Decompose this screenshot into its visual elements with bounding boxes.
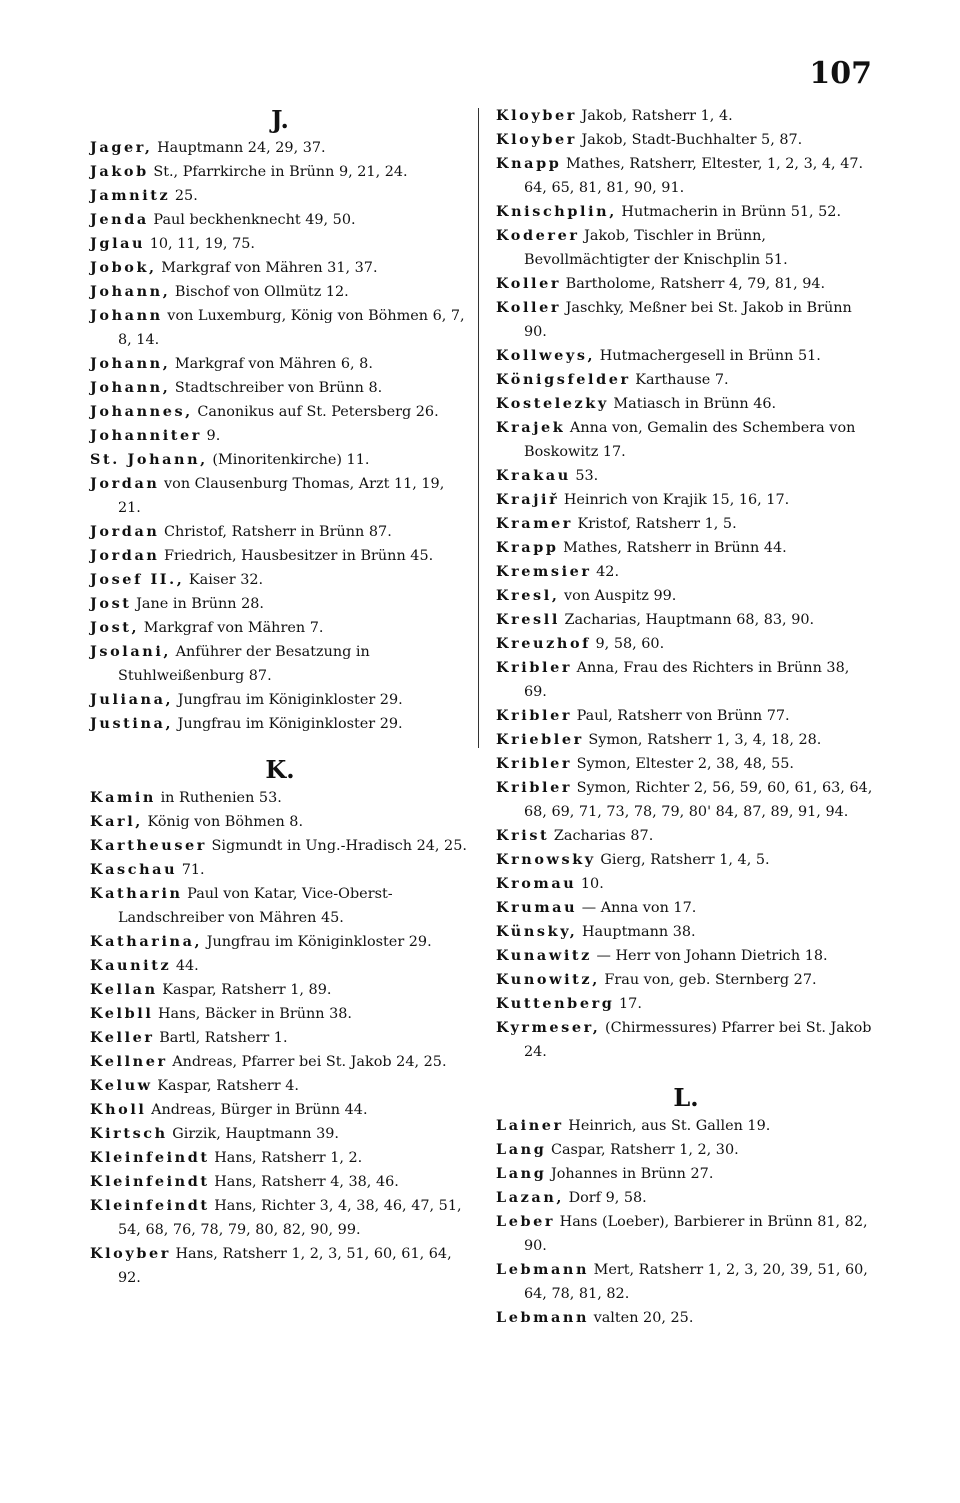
index-entry [90, 930, 470, 954]
entry-details: Symon, Ratsherr 1, 3, 4, 18, 28. [583, 732, 822, 748]
entry-details: Bartl, Ratsherr 1. [154, 1030, 288, 1046]
entry-keyword: Kholl [90, 1101, 147, 1118]
index-entry [496, 104, 876, 128]
entry-keyword: Kartheuser [90, 837, 207, 854]
entry-keyword: Kresll [496, 611, 560, 628]
entry-details: von Clausenburg Thomas, Arzt 11, 19, 21. [118, 476, 445, 516]
entry-keyword: Kellan [90, 981, 158, 998]
entry-keyword: Krapp [496, 539, 559, 556]
index-entry [90, 400, 470, 424]
entry-keyword: Kribler [496, 707, 573, 724]
entry-keyword: Kromau [496, 875, 577, 892]
index-entry [496, 344, 876, 368]
index-entry [90, 810, 470, 834]
entry-keyword: Johanniter [90, 427, 202, 444]
entry-details: 53. [570, 468, 599, 484]
section-heading: L. [673, 1083, 699, 1112]
index-entry [496, 1306, 876, 1330]
entry-keyword: Koller [496, 275, 562, 292]
entry-keyword: Lebmann [496, 1309, 590, 1326]
index-entry [90, 1194, 470, 1242]
entry-details: Paul beckhenknecht 49, 50. [148, 212, 356, 228]
index-entry [496, 752, 876, 776]
index-entry [90, 304, 470, 352]
index-entry [496, 224, 876, 272]
index-entry [496, 152, 876, 200]
index-entry [90, 1170, 470, 1194]
entry-keyword: Lazan, [496, 1189, 565, 1206]
entry-keyword: Kloyber [90, 1245, 171, 1262]
entry-details: 44. [171, 958, 199, 974]
entry-details: Jane in Brünn 28. [131, 596, 265, 612]
index-entry [90, 688, 470, 712]
entry-details: Frau von, geb. Sternberg 27. [599, 972, 817, 988]
index-entry [496, 1114, 876, 1138]
entry-details: Markgraf von Mähren 31, 37. [156, 260, 378, 276]
index-entry [496, 992, 876, 1016]
entry-keyword: Knischplin, [496, 203, 617, 220]
entry-keyword: Kyrmeser, [496, 1019, 601, 1036]
entry-keyword: Künsky, [496, 923, 578, 940]
entry-keyword: Lang [496, 1165, 547, 1182]
index-entry [496, 608, 876, 632]
entry-keyword: Jordan [90, 475, 160, 492]
entry-details: Markgraf von Mähren 7. [139, 620, 324, 636]
index-entry [90, 232, 470, 256]
entry-details: Hans, Ratsherr 1, 2. [209, 1150, 363, 1166]
index-entry [90, 978, 470, 1002]
entry-keyword: Kribler [496, 659, 573, 676]
entry-details: Andreas, Pfarrer bei St. Jakob 24, 25. [167, 1054, 447, 1070]
right-column [496, 104, 876, 1330]
index-entry [90, 280, 470, 304]
entry-keyword: Knapp [496, 155, 562, 172]
index-entry [496, 1162, 876, 1186]
entry-details: Canonikus auf St. Petersberg 26. [192, 404, 439, 420]
index-entry [90, 520, 470, 544]
entry-keyword: Krist [496, 827, 550, 844]
entry-details: Hutmachergesell in Brünn 51. [595, 348, 821, 364]
index-entry [90, 1074, 470, 1098]
index-entry [90, 1002, 470, 1026]
entry-keyword: Kelbll [90, 1005, 154, 1022]
entry-details: — Anna von 17. [577, 900, 697, 916]
entry-details: 42. [591, 564, 620, 580]
entry-details: Matiasch in Brünn 46. [608, 396, 777, 412]
entry-details: Jakob, Tischler in Brünn, Bevollmächtigter der Knischplin 51. [524, 228, 788, 268]
entry-details: Heinrich, aus St. Gallen 19. [563, 1118, 771, 1134]
index-entry [90, 834, 470, 858]
index-entry [496, 560, 876, 584]
index-entry [90, 568, 470, 592]
entry-details: 9, 58, 60. [590, 636, 665, 652]
entry-keyword: Kloyber [496, 107, 577, 124]
entry-details: 9. [201, 428, 221, 444]
entry-details: Jungfrau im Königinkloster 29. [202, 934, 432, 950]
entry-details: Bartholome, Ratsherr 4, 79, 81, 94. [561, 276, 826, 292]
entry-details: Hans (Loeber), Barbierer in Brünn 81, 82, 90. [524, 1214, 868, 1254]
index-entry [90, 448, 470, 472]
entry-details: Anna von, Gemalin des Schembera von Boskowitz 17. [524, 420, 856, 460]
index-entry [496, 464, 876, 488]
entry-details: Bischof von Ollmütz 12. [170, 284, 349, 300]
index-entry [496, 896, 876, 920]
entry-keyword: Katharina, [90, 933, 203, 950]
entry-keyword: Kunowitz, [496, 971, 600, 988]
entry-keyword: Kaunitz [90, 957, 172, 974]
index-entry [90, 1146, 470, 1170]
entry-details: Mathes, Ratsherr in Brünn 44. [558, 540, 787, 556]
entry-keyword: Jenda [90, 211, 149, 228]
entry-details: Kaiser 32. [184, 572, 264, 588]
index-entry [496, 584, 876, 608]
entry-details: von Luxemburg, König von Böhmen 6, 7, 8, 14. [118, 308, 465, 348]
entry-keyword: Jordan [90, 523, 160, 540]
index-entry [496, 1186, 876, 1210]
entry-keyword: Lang [496, 1141, 547, 1158]
entry-details: valten 20, 25. [589, 1310, 694, 1326]
entry-details: Johannes in Brünn 27. [546, 1166, 714, 1182]
entry-keyword: Kribler [496, 779, 573, 796]
entry-keyword: Krajiř [496, 491, 560, 508]
entry-keyword: Krakau [496, 467, 571, 484]
entry-keyword: Karl, [90, 813, 143, 830]
entry-keyword: Lebmann [496, 1261, 590, 1278]
entry-details: Heinrich von Krajik 15, 16, 17. [559, 492, 790, 508]
index-entry [496, 272, 876, 296]
index-entry [496, 488, 876, 512]
index-entry [496, 632, 876, 656]
entry-keyword: Kreuzhof [496, 635, 591, 652]
entry-keyword: Königsfelder [496, 371, 631, 388]
entry-details: Mathes, Ratsherr, Eltester, 1, 2, 3, 4, 47. 64, 65, 81, 81, 90, 91. [524, 156, 864, 196]
entry-keyword: Keluw [90, 1077, 153, 1094]
index-entry [90, 954, 470, 978]
entry-details: Hans, Bäcker in Brünn 38. [153, 1006, 352, 1022]
entry-keyword: Kribler [496, 755, 573, 772]
entry-details: Mert, Ratsherr 1, 2, 3, 20, 39, 51, 60, 64, 78, 81, 82. [524, 1262, 868, 1302]
entry-details: (Chirmessures) Pfarrer bei St. Jakob 24. [524, 1020, 872, 1060]
entry-keyword: St. Johann, [90, 451, 208, 468]
entry-keyword: Kaschau [90, 861, 178, 878]
entry-keyword: Jamnitz [90, 187, 171, 204]
entry-keyword: Kuttenberg [496, 995, 615, 1012]
entry-details: Jungfrau im Königinkloster 29. [173, 716, 403, 732]
entry-keyword: Jordan [90, 547, 160, 564]
entry-keyword: Jglau [90, 235, 146, 252]
entry-keyword: Kostelezky [496, 395, 609, 412]
entry-details: Girzik, Hauptmann 39. [167, 1126, 339, 1142]
index-entry [90, 616, 470, 640]
index-entry [90, 640, 470, 688]
entry-details: Symon, Richter 2, 56, 59, 60, 61, 63, 64, 68, 69, 71, 73, 78, 79, 80' 84, 87, 89, 91, 94. [524, 780, 873, 820]
entry-details: (Minoritenkirche) 11. [207, 452, 370, 468]
entry-details: Anführer der Besatzung in Stuhlweißenburg 87. [118, 644, 370, 684]
entry-keyword: Jost [90, 595, 132, 612]
entry-keyword: Johann, [90, 283, 171, 300]
left-column [90, 104, 470, 1290]
entry-keyword: Jager, [90, 139, 153, 156]
index-entry [90, 1098, 470, 1122]
entry-details: 17. [614, 996, 642, 1012]
entry-details: Caspar, Ratsherr 1, 2, 30. [546, 1142, 739, 1158]
entry-keyword: Leber [496, 1213, 556, 1230]
entry-keyword: Kleinfeindt [90, 1197, 210, 1214]
index-entry [90, 376, 470, 400]
entry-keyword: Kramer [496, 515, 573, 532]
entry-keyword: Kirtsch [90, 1125, 168, 1142]
index-entry [496, 296, 876, 344]
index-entry [496, 1210, 876, 1258]
entry-details: Karthause 7. [630, 372, 729, 388]
index-entry [496, 656, 876, 704]
index-entry [90, 352, 470, 376]
entry-details: Jakob, Ratsherr 1, 4. [576, 108, 733, 124]
index-entry [496, 392, 876, 416]
entry-details: Kaspar, Ratsherr 4. [152, 1078, 299, 1094]
index-entry [496, 728, 876, 752]
index-entry [496, 128, 876, 152]
index-entry [90, 1026, 470, 1050]
entry-details: Hans, Ratsherr 1, 2, 3, 51, 60, 61, 64, 92. [118, 1246, 452, 1286]
entry-details: in Ruthenien 53. [156, 790, 282, 806]
entry-details: Hans, Ratsherr 4, 38, 46. [209, 1174, 399, 1190]
entry-keyword: Kunawitz [496, 947, 592, 964]
index-entry [90, 1242, 470, 1290]
index-entry [90, 882, 470, 930]
section-heading: J. [271, 105, 289, 134]
index-entry [496, 368, 876, 392]
entry-keyword: Krumau [496, 899, 578, 916]
entry-details: Gierg, Ratsherr 1, 4, 5. [595, 852, 770, 868]
entry-details: Anna, Frau des Richters in Brünn 38, 69. [524, 660, 850, 700]
entry-details: Hauptmann 24, 29, 37. [152, 140, 326, 156]
entry-keyword: Johann, [90, 379, 171, 396]
entry-keyword: Justina, [90, 715, 174, 732]
entry-details: Symon, Eltester 2, 38, 48, 55. [572, 756, 794, 772]
entry-details: Zacharias, Hauptmann 68, 83, 90. [559, 612, 815, 628]
index-entry [496, 824, 876, 848]
index-entry [90, 786, 470, 810]
entry-details: 10, 11, 19, 75. [145, 236, 255, 252]
entry-keyword: Kellner [90, 1053, 168, 1070]
entry-details: Hans, Richter 3, 4, 38, 46, 47, 51, 54, 68, 76, 78, 79, 80, 82, 90, 99. [118, 1198, 462, 1238]
entry-details: Jaschky, Meßner bei St. Jakob in Brünn 90. [524, 300, 852, 340]
index-entry [496, 872, 876, 896]
entry-details: Kaspar, Ratsherr 1, 89. [157, 982, 332, 998]
entry-details: Paul, Ratsherr von Brünn 77. [572, 708, 790, 724]
index-entry [496, 416, 876, 464]
entry-details: Stadtschreiber von Brünn 8. [170, 380, 383, 396]
index-entry [496, 776, 876, 824]
entry-keyword: Koderer [496, 227, 580, 244]
index-entry [90, 184, 470, 208]
index-entry [90, 424, 470, 448]
entry-keyword: Johann, [90, 355, 171, 372]
entry-details: Christof, Ratsherr in Brünn 87. [159, 524, 392, 540]
entry-details: Dorf 9, 58. [564, 1190, 647, 1206]
entry-details: Markgraf von Mähren 6, 8. [170, 356, 373, 372]
entry-keyword: Johann [90, 307, 163, 324]
index-entry [90, 208, 470, 232]
entry-keyword: Kloyber [496, 131, 577, 148]
entry-details: Jakob, Stadt-Buchhalter 5, 87. [576, 132, 803, 148]
index-entry [90, 256, 470, 280]
entry-keyword: Kremsier [496, 563, 592, 580]
index-entry [496, 920, 876, 944]
index-entry [90, 160, 470, 184]
entry-details: Jungfrau im Königinkloster 29. [173, 692, 403, 708]
index-entry [496, 512, 876, 536]
entry-details: Paul von Katar, Vice-Oberst-Landschreiber von Mähren 45. [118, 886, 393, 926]
entry-keyword: Kleinfeindt [90, 1173, 210, 1190]
entry-keyword: Josef II., [90, 571, 185, 588]
index-entry [496, 968, 876, 992]
entry-keyword: Juliana, [90, 691, 174, 708]
entry-keyword: Keller [90, 1029, 155, 1046]
index-entry [496, 1258, 876, 1306]
section-heading: K. [265, 755, 295, 784]
index-entry [496, 1138, 876, 1162]
entry-keyword: Jobok, [90, 259, 157, 276]
index-entry [496, 704, 876, 728]
entry-details: Andreas, Bürger in Brünn 44. [146, 1102, 368, 1118]
entry-details: St., Pfarrkirche in Brünn 9, 21, 24. [148, 164, 408, 180]
entry-keyword: Johannes, [90, 403, 193, 420]
index-entry [90, 544, 470, 568]
column-divider [478, 108, 479, 748]
index-entry [496, 848, 876, 872]
index-entry [90, 1122, 470, 1146]
entry-details: Hauptmann 38. [577, 924, 696, 940]
entry-keyword: Kresl, [496, 587, 560, 604]
entry-keyword: Kriebler [496, 731, 584, 748]
entry-details: König von Böhmen 8. [142, 814, 304, 830]
index-entry [496, 944, 876, 968]
index-entry [496, 536, 876, 560]
entry-keyword: Krajek [496, 419, 566, 436]
entry-details: von Auspitz 99. [559, 588, 677, 604]
entry-keyword: Koller [496, 299, 562, 316]
entry-keyword: Lainer [496, 1117, 564, 1134]
entry-details: 25. [170, 188, 198, 204]
entry-details: Sigmundt in Ung.-Hradisch 24, 25. [206, 838, 467, 854]
index-entry [90, 712, 470, 736]
index-entry [90, 472, 470, 520]
index-entry [90, 136, 470, 160]
entry-keyword: Krnowsky [496, 851, 596, 868]
index-entry [90, 592, 470, 616]
entry-details: Kristof, Ratsherr 1, 5. [572, 516, 737, 532]
entry-keyword: Kamin [90, 789, 156, 806]
index-entry [90, 1050, 470, 1074]
entry-keyword: Kollweys, [496, 347, 596, 364]
entry-details: Hutmacherin in Brünn 51, 52. [616, 204, 842, 220]
page-number: 107 [809, 56, 872, 91]
entry-details: Friedrich, Hausbesitzer in Brünn 45. [159, 548, 434, 564]
entry-keyword: Jsolani, [90, 643, 172, 660]
entry-details: — Herr von Johann Dietrich 18. [591, 948, 828, 964]
entry-details: Zacharias 87. [549, 828, 654, 844]
entry-details: 71. [177, 862, 205, 878]
index-entry [496, 1016, 876, 1064]
index-entry [90, 858, 470, 882]
entry-keyword: Katharin [90, 885, 183, 902]
entry-keyword: Jost, [90, 619, 140, 636]
entry-keyword: Jakob [90, 163, 149, 180]
entry-keyword: Kleinfeindt [90, 1149, 210, 1166]
entry-details: 10. [576, 876, 604, 892]
index-entry [496, 200, 876, 224]
